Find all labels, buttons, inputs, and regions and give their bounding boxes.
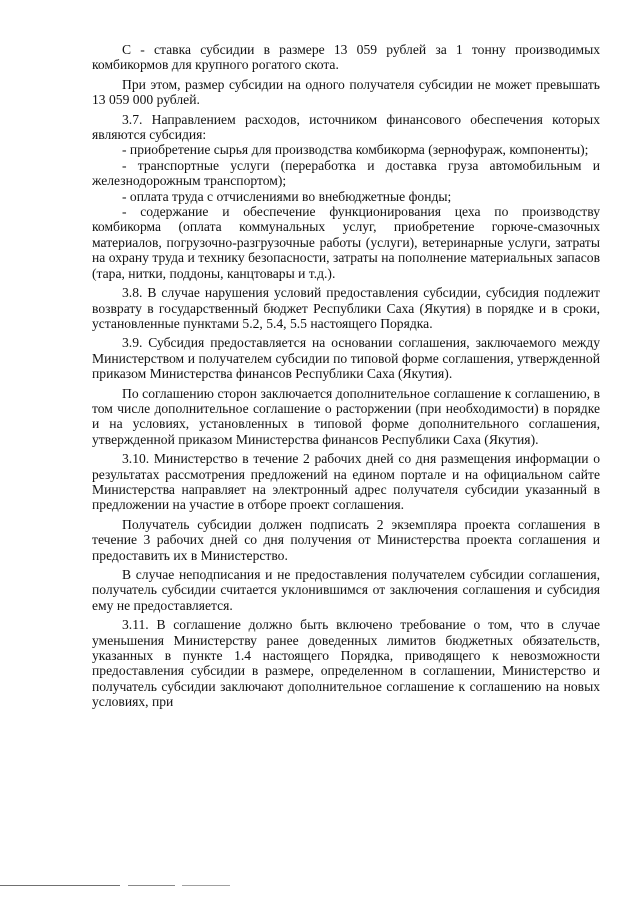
paragraph-rate-formula: С - ставка субсидии в размере 13 059 рублей за 1 тонну производимых комбикормов для крупного рогатого скота.	[92, 42, 600, 73]
paragraph-3-9: 3.9. Субсидия предоставляется на основании соглашения, заключаемого между Министерством и получателем субсидии по типовой форме соглашения, утвержденной приказом Министерства финансов Республики Саха (Якутия).	[92, 335, 600, 382]
paragraph-recipient-signing: Получатель субсидии должен подписать 2 экземпляра проекта соглашения в течение 3 рабочих дней со дня получения от Министерства проекта соглашения и предоставить их в Министерство.	[92, 516, 600, 563]
list-item-transport: - транспортные услуги (переработка и доставка груза автомобильным и железнодорожным транспортом);	[92, 157, 600, 189]
list-item-maintenance: - содержание и обеспечение функционирования цеха по производству комбикорма (оплата коммунальных услуг, приобретение горюче-смазочных материалов, погрузочно-разгрузочные работы (услуги), ветеринарные услуги, затраты на охрану труда и технику безопасности, затраты на пополнение материальных запасов (тара, нитки, поддоны, канцтовары и т.д.).	[92, 204, 600, 281]
paragraph-non-signing: В случае неподписания и не предоставления получателем субсидии соглашения, получатель субсидии считается уклонившимся от заключения соглашения и субсидия ему не предоставляется.	[92, 567, 600, 613]
list-item-wages: - оплата труда с отчислениями во внебюджетные фонды;	[122, 188, 452, 204]
paragraph-3-7: 3.7. Направлением расходов, источником финансового обеспечения которых являются субсидия:	[92, 111, 600, 143]
list-item-raw-materials: - приобретение сырья для производства комбикорма (зернофураж, компоненты);	[122, 142, 589, 158]
scan-artifact-line	[0, 885, 230, 886]
paragraph-3-8: 3.8. В случае нарушения условий предоставления субсидии, субсидия подлежит возврату в государственный бюджет Республики Саха (Якутия) в порядке и в сроки, установленные пунктами 5.2, 5.4, 5.5 настоящего Порядка.	[92, 285, 600, 331]
paragraph-additional-agreement: По соглашению сторон заключается дополнительное соглашение к соглашению, в том числе дополнительное соглашение о расторжении (при необходимости) в порядке и на условиях, установленных в типовой форме дополнительного соглашения, утвержденной приказом Министерства финансов Республики Саха (Якутия).	[92, 385, 600, 447]
paragraph-subsidy-limit: При этом, размер субсидии на одного получателя субсидии не может превышать 13 059 000 рублей.	[92, 76, 600, 108]
paragraph-3-10: 3.10. Министерство в течение 2 рабочих дней со дня размещения информации о результатах рассмотрения предложений на едином портале и на официальном сайте Министерства направляет на электронный адрес получателя субсидии указанный в предложении на участие в отборе проект соглашения.	[92, 451, 600, 513]
paragraph-3-11: 3.11. В соглашение должно быть включено требование о том, что в случае уменьшения Министерству ранее доведенных лимитов бюджетных обязательств, указанных в пункте 1.4 настоящего Порядка, приводящего к невозможности предоставления субсидии в размере, определенном в соглашении, Министерство и получатель субсидии заключают дополнительное соглашение к соглашению на новых условиях, при	[92, 617, 600, 710]
